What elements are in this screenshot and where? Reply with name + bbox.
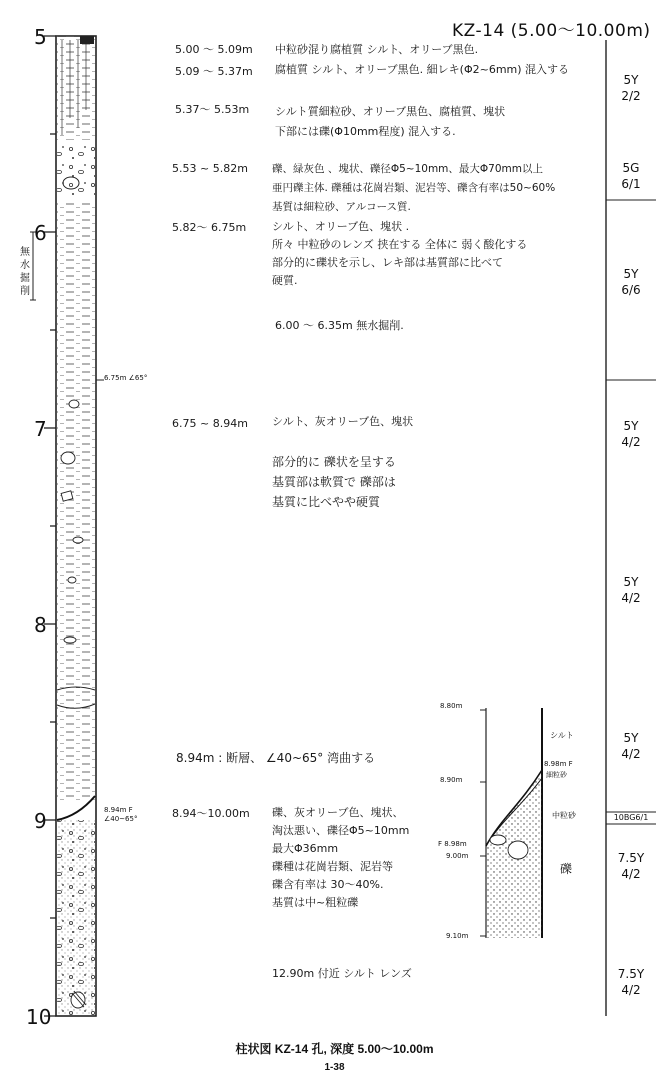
interval-range: 5.09 ～ 5.37m xyxy=(175,65,253,78)
interval-desc xyxy=(275,102,505,142)
interval-range: 6.75 ~ 8.94m xyxy=(172,417,248,430)
desc-line: 礫、緑灰色 、塊状、礫径Φ5~10mm、最大Φ70mm以上 xyxy=(272,163,543,175)
sketch-depth: 9.00m xyxy=(446,852,469,860)
color-value: 4/2 xyxy=(621,867,641,881)
interval-desc xyxy=(272,218,527,290)
sketch-label-fine-sand: 細粒砂 xyxy=(546,771,567,779)
interval-desc xyxy=(272,160,555,217)
color-value: 2/2 xyxy=(621,89,641,103)
no-water-drilling-note: 6.00 ～ 6.35m 無水掘削. xyxy=(275,319,404,332)
interval-range: 5.00 ～ 5.09m xyxy=(175,43,253,56)
sketch-label-medium-sand: 中粒砂 xyxy=(552,811,576,820)
dip-label: 6.75m ∠65° xyxy=(104,374,148,382)
desc-line: 亜円礫主体. 礫種は花崗岩類、泥岩等、礫含有率は50~60% xyxy=(272,182,556,194)
interval-range: 5.37～ 5.53m xyxy=(175,103,250,116)
no-water-char: 掘 xyxy=(20,273,30,284)
interval-desc xyxy=(275,62,569,78)
sketch-depth: 9.10m xyxy=(446,932,469,940)
color-code: 5Y xyxy=(623,419,639,433)
sketch-label-fault: 8.98m F xyxy=(544,760,573,768)
page-number: 1-38 xyxy=(324,1062,345,1073)
interval-range: 8.94～10.00m xyxy=(172,807,250,820)
desc-line: シルト質細粒砂、オリーブ黒色、腐植質、塊状 xyxy=(275,105,506,118)
desc-line: 礫、灰オリーブ色、塊状、 xyxy=(272,806,404,819)
munsell-color xyxy=(606,574,656,606)
desc-line: シルト、オリーブ色、塊状 . xyxy=(272,220,410,233)
desc-line: 最大Φ36mm xyxy=(272,842,339,855)
color-code: 7.5Y xyxy=(617,851,645,865)
sketch-depth: 8.80m xyxy=(440,702,463,710)
depth-label-9: 9 xyxy=(34,809,47,833)
desc-line: 淘汰悪い、礫径Φ5~10mm xyxy=(272,824,410,837)
fault-line-desc xyxy=(176,750,375,766)
color-code: 5Y xyxy=(623,731,639,745)
sketch-label-silt: シルト xyxy=(550,731,574,740)
color-code: 5G xyxy=(622,161,640,175)
desc-line: 中粒砂混り腐植質 シルト、オリーブ黒色. xyxy=(275,43,479,56)
no-water-note xyxy=(20,246,30,298)
desc-line: シルト、灰オリーブ色、塊状 xyxy=(272,415,414,428)
munsell-color xyxy=(606,72,656,104)
no-water-char: 無 xyxy=(20,247,30,258)
interval-range: 5.82～ 6.75m xyxy=(172,221,247,234)
interval-range: 8.94m xyxy=(176,751,215,765)
sketch-depth: 8.90m xyxy=(440,776,463,784)
depth-label-7: 7 xyxy=(34,417,47,441)
desc-line: 礫種は花崗岩類、泥岩等 xyxy=(272,860,393,873)
munsell-color xyxy=(606,966,656,998)
interval-range: 5.53 ~ 5.82m xyxy=(172,162,248,175)
desc-line: 基質は細粒砂、アルコース質. xyxy=(272,201,411,213)
depth-label-6: 6 xyxy=(34,221,47,245)
interval-desc xyxy=(272,414,413,430)
depth-ticks xyxy=(44,36,56,1016)
munsell-color xyxy=(606,418,656,450)
desc-line: 部分的に礫状を示し、レキ部は基質部に比べて xyxy=(272,256,503,269)
no-water-char: 水 xyxy=(20,260,30,271)
munsell-color xyxy=(606,812,656,824)
core-column xyxy=(56,36,96,1016)
desc-line: 腐植質 シルト、オリーブ黒色. 細レキ(Φ2~6mm) 混入する xyxy=(275,63,570,76)
figure-caption: 柱状図 KZ-14 孔, 深度 5.00～10.00m xyxy=(235,1042,434,1056)
desc-line: : 断層、 ∠40~65° 湾曲する xyxy=(218,751,376,765)
depth-label-5: 5 xyxy=(34,25,47,49)
desc-line: 部分的に 礫状を呈する xyxy=(272,455,396,469)
color-value: 6/6 xyxy=(621,283,641,297)
silt-lens-note: 12.90m 付近 シルト レンズ xyxy=(272,967,412,980)
fault-label xyxy=(104,806,137,824)
interval-desc xyxy=(272,804,409,912)
munsell-color xyxy=(606,160,656,192)
munsell-color xyxy=(606,730,656,762)
color-code: 10BG xyxy=(613,813,636,822)
color-value: 4/2 xyxy=(621,747,641,761)
color-code: 7.5Y xyxy=(617,967,645,981)
fault-depth: 8.94m F xyxy=(104,806,133,814)
sketch-label-gravel: 礫 xyxy=(560,862,573,876)
partial-gravel-note xyxy=(272,452,396,512)
interval-desc xyxy=(275,42,478,58)
desc-line: 基質部は軟質で 礫部は xyxy=(272,475,396,489)
color-value: 6/1 xyxy=(621,177,641,191)
color-code: 5Y xyxy=(623,575,639,589)
fault-dip: ∠40~65° xyxy=(104,815,138,823)
color-value: 4/2 xyxy=(621,983,641,997)
munsell-color xyxy=(606,266,656,298)
color-code: 5Y xyxy=(623,267,639,281)
color-value: 4/2 xyxy=(621,435,641,449)
detail-sketch xyxy=(480,708,542,938)
desc-line: 所々 中粒砂のレンズ 挟在する 全体に 弱く酸化する xyxy=(272,238,528,251)
sketch-depth: F 8.98m xyxy=(438,840,467,848)
no-water-char: 削 xyxy=(20,286,30,297)
depth-label-10: 10 xyxy=(26,1005,52,1029)
desc-line: 基質は中~粗粒礫 xyxy=(272,896,359,909)
desc-line: 基質に比べやや硬質 xyxy=(272,495,381,509)
desc-line: 礫含有率は 30～40%. xyxy=(272,878,384,891)
munsell-color xyxy=(606,850,656,882)
desc-line: 硬質. xyxy=(272,274,298,287)
desc-line: 下部には礫(Φ10mm程度) 混入する. xyxy=(275,125,456,138)
sheet-title: KZ-14 (5.00～10.00m) xyxy=(452,21,651,41)
color-code: 5Y xyxy=(623,73,639,87)
color-value: 4/2 xyxy=(621,591,641,605)
depth-label-8: 8 xyxy=(34,613,47,637)
color-value: 6/1 xyxy=(635,813,649,822)
